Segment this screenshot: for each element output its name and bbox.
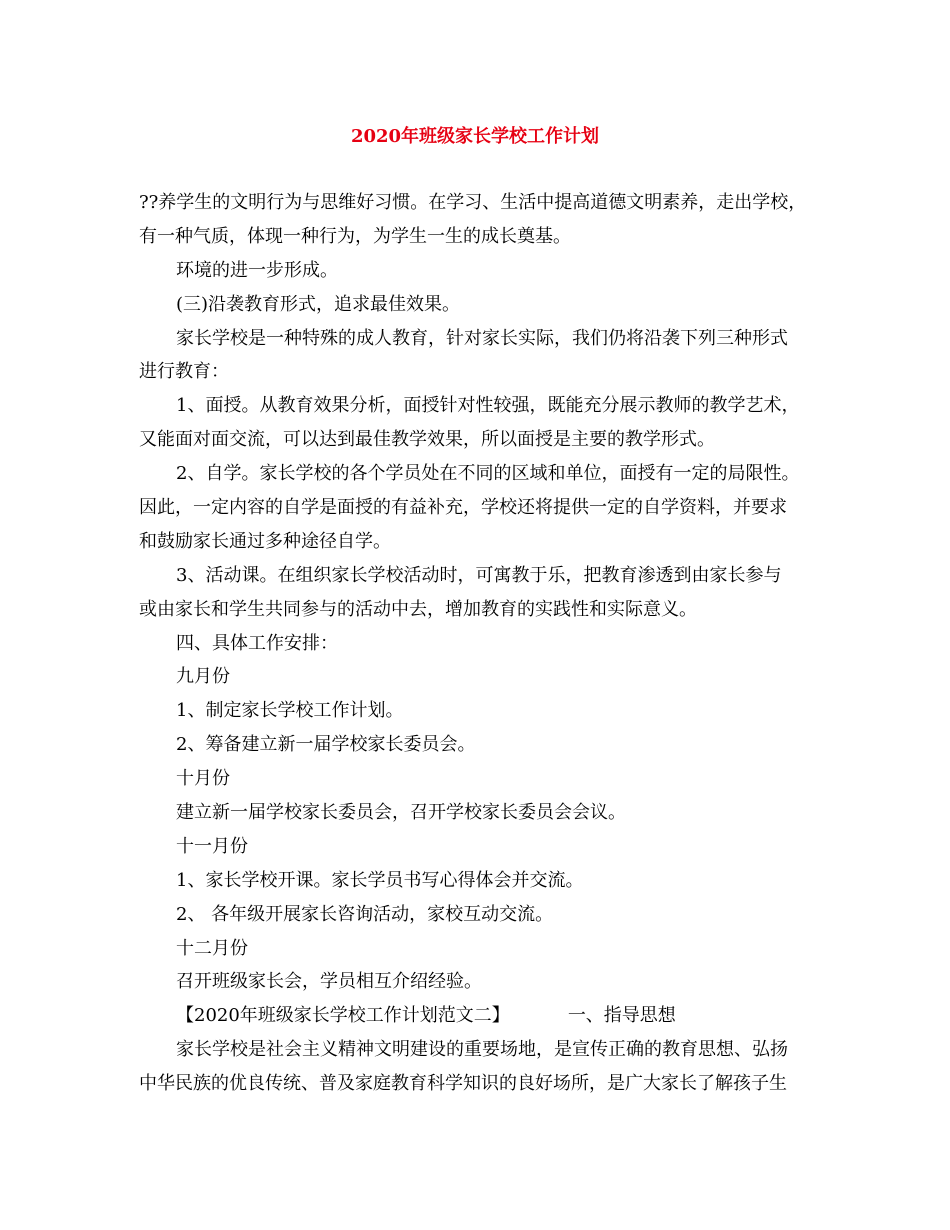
list-item: 2、 各年级开展家长咨询活动，家校互动交流。 — [176, 903, 554, 925]
list-item: 建立新一届学校家长委员会，召开学校家长委员会会议。 — [176, 802, 626, 824]
paragraph-line: 家长学校是社会主义精神文明建设的重要场地，是宣传正确的教育思想、弘扬 — [176, 1039, 788, 1061]
sample-two-heading: 【2020年班级家长学校工作计划范文二】 — [176, 1005, 510, 1027]
paragraph-line: 进行教育： — [139, 361, 229, 383]
month-heading: 十二月份 — [176, 937, 248, 959]
month-heading: 九月份 — [176, 666, 230, 688]
month-heading: 十月份 — [176, 768, 230, 790]
month-heading: 十一月份 — [176, 835, 248, 857]
document-title: 2020年班级家长学校工作计划 — [350, 126, 600, 147]
paragraph-line: 因此，一定内容的自学是面授的有益补充，学校还将提供一定的自学资料，并要求 — [139, 497, 787, 519]
guiding-thought-heading: 一、指导思想 — [567, 1005, 676, 1027]
paragraph-line: ??养学生的文明行为与思维好习惯。在学习、生活中提高道德文明素养，走出学校， — [139, 192, 807, 213]
list-item: 1、家长学校开课。家长学员书写心得体会并交流。 — [176, 869, 584, 891]
document-body — [139, 186, 825, 1101]
list-item: 2、筹备建立新一届学校家长委员会。 — [176, 734, 476, 756]
section-heading: 四、具体工作安排： — [176, 632, 338, 654]
list-item: 1、制定家长学校工作计划。 — [176, 700, 404, 722]
paragraph-line: 或由家长和学生共同参与的活动中去，增加教育的实践性和实际意义。 — [139, 598, 697, 620]
paragraph-line: 又能面对面交流，可以达到最佳教学效果，所以面授是主要的教学形式。 — [139, 429, 715, 451]
paragraph-line: 有一种气质，体现一种行为，为学生一生的成长奠基。 — [139, 225, 571, 247]
paragraph-line: 和鼓励家长通过多种途径自学。 — [139, 530, 391, 552]
paragraph-line: 1、面授。从教育效果分析，面授针对性较强，既能充分展示教师的教学艺术， — [176, 395, 800, 417]
paragraph-line: 中华民族的优良传统、普及家庭教育科学知识的良好场所，是广大家长了解孩子生 — [139, 1073, 787, 1095]
paragraph-line: 2、自学。家长学校的各个学员处在不同的区域和单位，面授有一定的局限性。 — [176, 463, 800, 485]
paragraph-line: 3、活动课。在组织家长学校活动时，可寓教于乐，把教育渗透到由家长参与 — [176, 564, 782, 586]
paragraph-line: 环境的进一步形成。 — [176, 259, 338, 281]
list-item: 召开班级家长会，学员相互介绍经验。 — [176, 971, 482, 993]
paragraph-line: 家长学校是一种特殊的成人教育，针对家长实际，我们仍将沿袭下列三种形式 — [176, 327, 788, 349]
section-heading: (三)沿袭教育形式，追求最佳效果。 — [176, 293, 461, 315]
section-title-line — [139, 999, 825, 1033]
